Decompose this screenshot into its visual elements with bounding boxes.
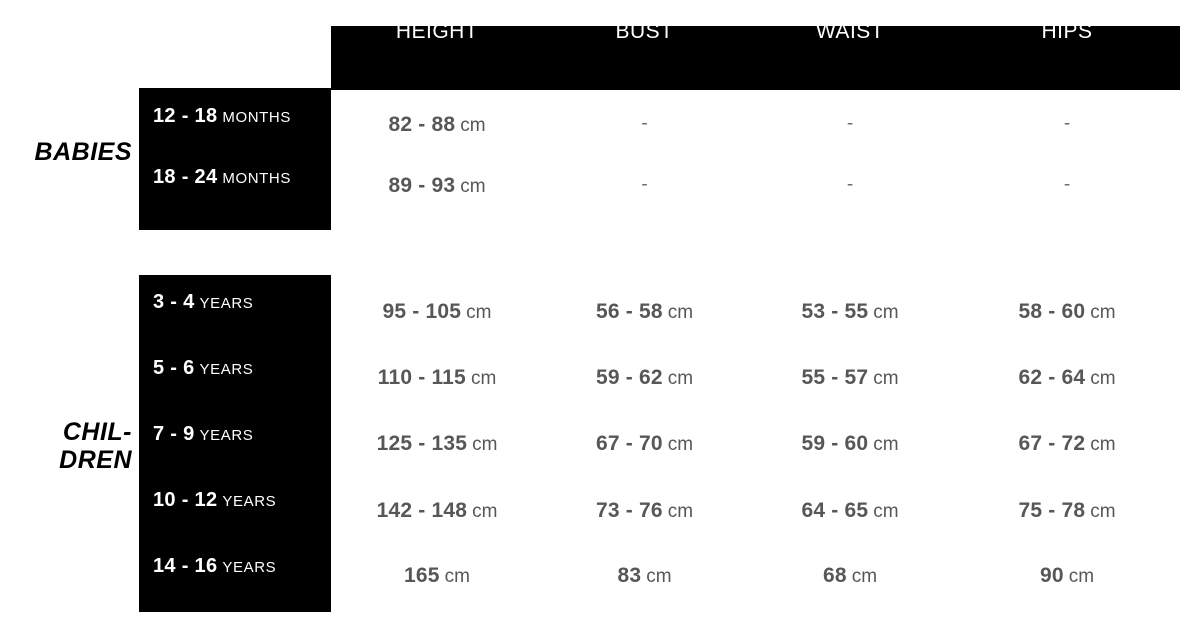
cell-unit: cm: [1090, 302, 1116, 323]
cell-value: 82 - 88: [388, 113, 456, 136]
cell-unit: cm: [851, 566, 878, 587]
cell-babies-0-waist: [746, 113, 954, 135]
age-label-18-24-months: [153, 166, 331, 189]
cell-children-4-bust: [543, 564, 746, 588]
cell-children-0-waist: [746, 300, 954, 324]
cell-value: -: [846, 113, 854, 134]
cell-value: 56 - 58: [595, 300, 663, 323]
cell-unit: cm: [1090, 368, 1116, 389]
age-range-value: 14 - 16: [153, 555, 218, 577]
age-label-12-18-months: [153, 105, 331, 128]
cell-value: -: [846, 174, 854, 195]
cell-children-2-waist: [746, 432, 954, 456]
group-label-children-line1: CHIL-: [62, 418, 132, 446]
cell-children-0-height: [331, 300, 543, 324]
cell-children-0-hips: [954, 300, 1180, 324]
age-unit-value: MONTHS: [222, 109, 291, 126]
column-header-hips: HIPS: [1041, 20, 1093, 43]
age-unit-value: YEARS: [199, 427, 254, 444]
cell-value: -: [641, 113, 648, 134]
age-label-14-16-years: [153, 555, 331, 578]
cell-value: 55 - 57: [801, 366, 869, 389]
cell-children-3-height: [331, 499, 543, 523]
cell-children-1-bust: [543, 366, 746, 390]
cell-value: 110 - 115: [377, 366, 466, 389]
cell-value: 165: [404, 564, 440, 587]
cell-children-2-height: [331, 432, 543, 456]
cell-children-3-bust: [543, 499, 746, 523]
cell-value: 68: [822, 564, 847, 587]
cell-children-1-height: [331, 366, 543, 390]
cell-children-1-waist: [746, 366, 954, 390]
age-unit-value: YEARS: [199, 361, 254, 378]
cell-value: -: [641, 174, 648, 195]
age-range-value: 12 - 18: [153, 105, 218, 127]
cell-unit: cm: [1090, 434, 1116, 455]
cell-unit: cm: [873, 501, 899, 522]
cell-children-0-bust: [543, 300, 746, 324]
group-label-children: [0, 418, 132, 474]
cell-value: 59 - 62: [595, 366, 663, 389]
cell-children-2-bust: [543, 432, 746, 456]
cell-value: 89 - 93: [388, 174, 456, 197]
age-label-7-9-years: [153, 423, 331, 446]
cell-value: 62 - 64: [1018, 366, 1086, 389]
cell-children-4-waist: [746, 564, 954, 588]
cell-babies-1-bust: [543, 174, 746, 196]
cell-unit: cm: [460, 176, 486, 197]
cell-babies-1-height: [331, 174, 543, 198]
cell-children-4-hips: [954, 564, 1180, 588]
cell-value: 58 - 60: [1018, 300, 1086, 323]
column-header-waist: WAIST: [815, 20, 885, 43]
cell-unit: cm: [444, 566, 470, 587]
age-label-5-6-years: [153, 357, 331, 380]
cell-unit: cm: [667, 368, 694, 389]
cell-unit: cm: [466, 302, 492, 323]
cell-children-3-waist: [746, 499, 954, 523]
cell-value: 142 - 148: [376, 499, 468, 522]
cell-unit: cm: [873, 434, 899, 455]
age-unit-value: YEARS: [222, 493, 277, 510]
age-unit-value: MONTHS: [222, 170, 291, 187]
age-label-3-4-years: [153, 291, 331, 314]
cell-value: 75 - 78: [1018, 499, 1086, 522]
cell-unit: cm: [873, 302, 899, 323]
cell-value: 64 - 65: [801, 499, 869, 522]
cell-value: -: [1063, 174, 1071, 195]
age-range-value: 7 - 9: [153, 423, 195, 445]
column-header-height: HEIGHT: [395, 20, 479, 43]
column-header-bust: BUST: [615, 20, 674, 43]
cell-children-4-height: [331, 564, 543, 588]
cell-unit: cm: [667, 302, 694, 323]
cell-unit: cm: [472, 434, 498, 455]
cell-value: 73 - 76: [595, 499, 663, 522]
cell-value: 59 - 60: [801, 432, 869, 455]
group-label-babies: BABIES: [34, 138, 132, 166]
age-range-value: 3 - 4: [153, 291, 195, 313]
cell-value: 53 - 55: [801, 300, 869, 323]
age-label-10-12-years: [153, 489, 331, 512]
cell-children-2-hips: [954, 432, 1180, 456]
cell-unit: cm: [460, 115, 486, 136]
cell-babies-0-hips: [954, 113, 1180, 135]
cell-unit: cm: [472, 501, 498, 522]
age-range-value: 10 - 12: [153, 489, 218, 511]
cell-babies-1-waist: [746, 174, 954, 196]
cell-babies-0-bust: [543, 113, 746, 135]
group-label-children-line2: DREN: [59, 446, 132, 474]
cell-value: 83: [617, 564, 642, 587]
cell-unit: cm: [1068, 566, 1095, 587]
cell-unit: cm: [646, 566, 672, 587]
cell-value: 125 - 135: [376, 432, 468, 455]
cell-value: 95 - 105: [382, 300, 462, 323]
cell-value: -: [1063, 113, 1071, 134]
age-range-value: 18 - 24: [153, 166, 218, 188]
age-unit-value: YEARS: [199, 295, 254, 312]
cell-babies-1-hips: [954, 174, 1180, 196]
cell-children-3-hips: [954, 499, 1180, 523]
cell-unit: cm: [873, 368, 899, 389]
cell-babies-0-height: [331, 113, 543, 137]
cell-children-1-hips: [954, 366, 1180, 390]
cell-unit: cm: [1090, 501, 1116, 522]
cell-unit: cm: [667, 434, 694, 455]
cell-value: 90: [1039, 564, 1064, 587]
cell-value: 67 - 70: [595, 432, 663, 455]
cell-unit: cm: [667, 501, 694, 522]
age-range-value: 5 - 6: [153, 357, 195, 379]
age-unit-value: YEARS: [222, 559, 277, 576]
cell-unit: cm: [470, 368, 497, 389]
cell-value: 67 - 72: [1018, 432, 1086, 455]
